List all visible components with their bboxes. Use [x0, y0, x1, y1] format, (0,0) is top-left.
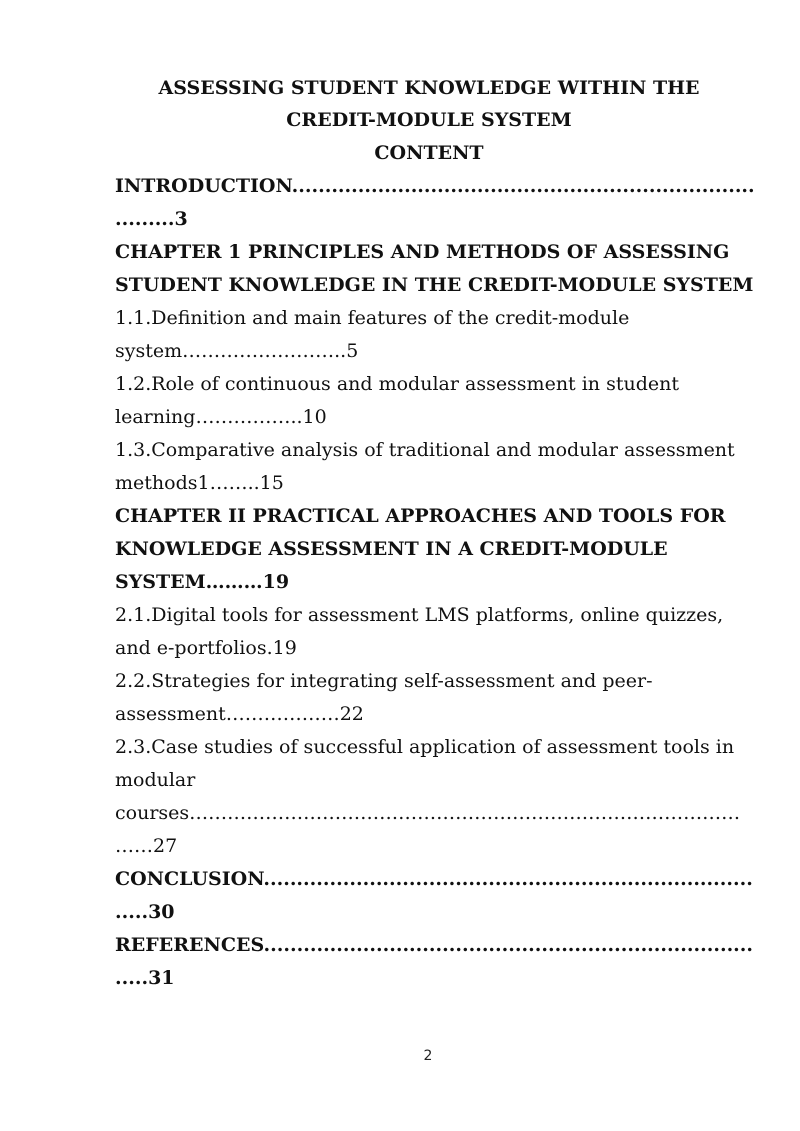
- toc-section-2-3: 2.3.Case studies of successful application of assessment tools in modular courses…………………………………………………………………………………27: [115, 736, 741, 857]
- toc-references: REFERENCES...............................................................................31: [115, 934, 754, 989]
- toc-introduction: INTRODUCTION...............................................................................3: [115, 175, 755, 230]
- toc-chapter-2: CHAPTER II PRACTICAL APPROACHES AND TOOLS FOR KNOWLEDGE ASSESSMENT IN A CREDIT-MODULE SYSTEM………19: [115, 505, 726, 593]
- toc-conclusion: CONCLUSION...............................................................................30: [115, 868, 753, 923]
- toc-section-1-1: 1.1.Definition and main features of the credit-module system……………………..5: [115, 307, 630, 362]
- toc-section-1-2: 1.2.Role of continuous and modular assessment in student learning……………..10: [115, 373, 679, 428]
- toc-section-2-1: 2.1.Digital tools for assessment LMS platforms, online quizzes, and e-portfolios.19: [115, 604, 724, 659]
- toc-section-1-3: 1.3.Comparative analysis of traditional and modular assessment methods1……..15: [115, 439, 735, 494]
- document-title-line-2: CREDIT-MODULE SYSTEM: [286, 109, 572, 131]
- contents-heading: CONTENT: [374, 142, 484, 164]
- toc-chapter-1: CHAPTER 1 PRINCIPLES AND METHODS OF ASSESSING STUDENT KNOWLEDGE IN THE CREDIT-MODULE SYSTEM: [115, 241, 754, 296]
- table-of-contents: [115, 170, 755, 995]
- page-number: 2: [423, 1048, 433, 1064]
- document-title-line-1: ASSESSING STUDENT KNOWLEDGE WITHIN THE: [158, 77, 700, 99]
- toc-section-2-2: 2.2.Strategies for integrating self-assessment and peer-assessment………………22: [115, 670, 653, 725]
